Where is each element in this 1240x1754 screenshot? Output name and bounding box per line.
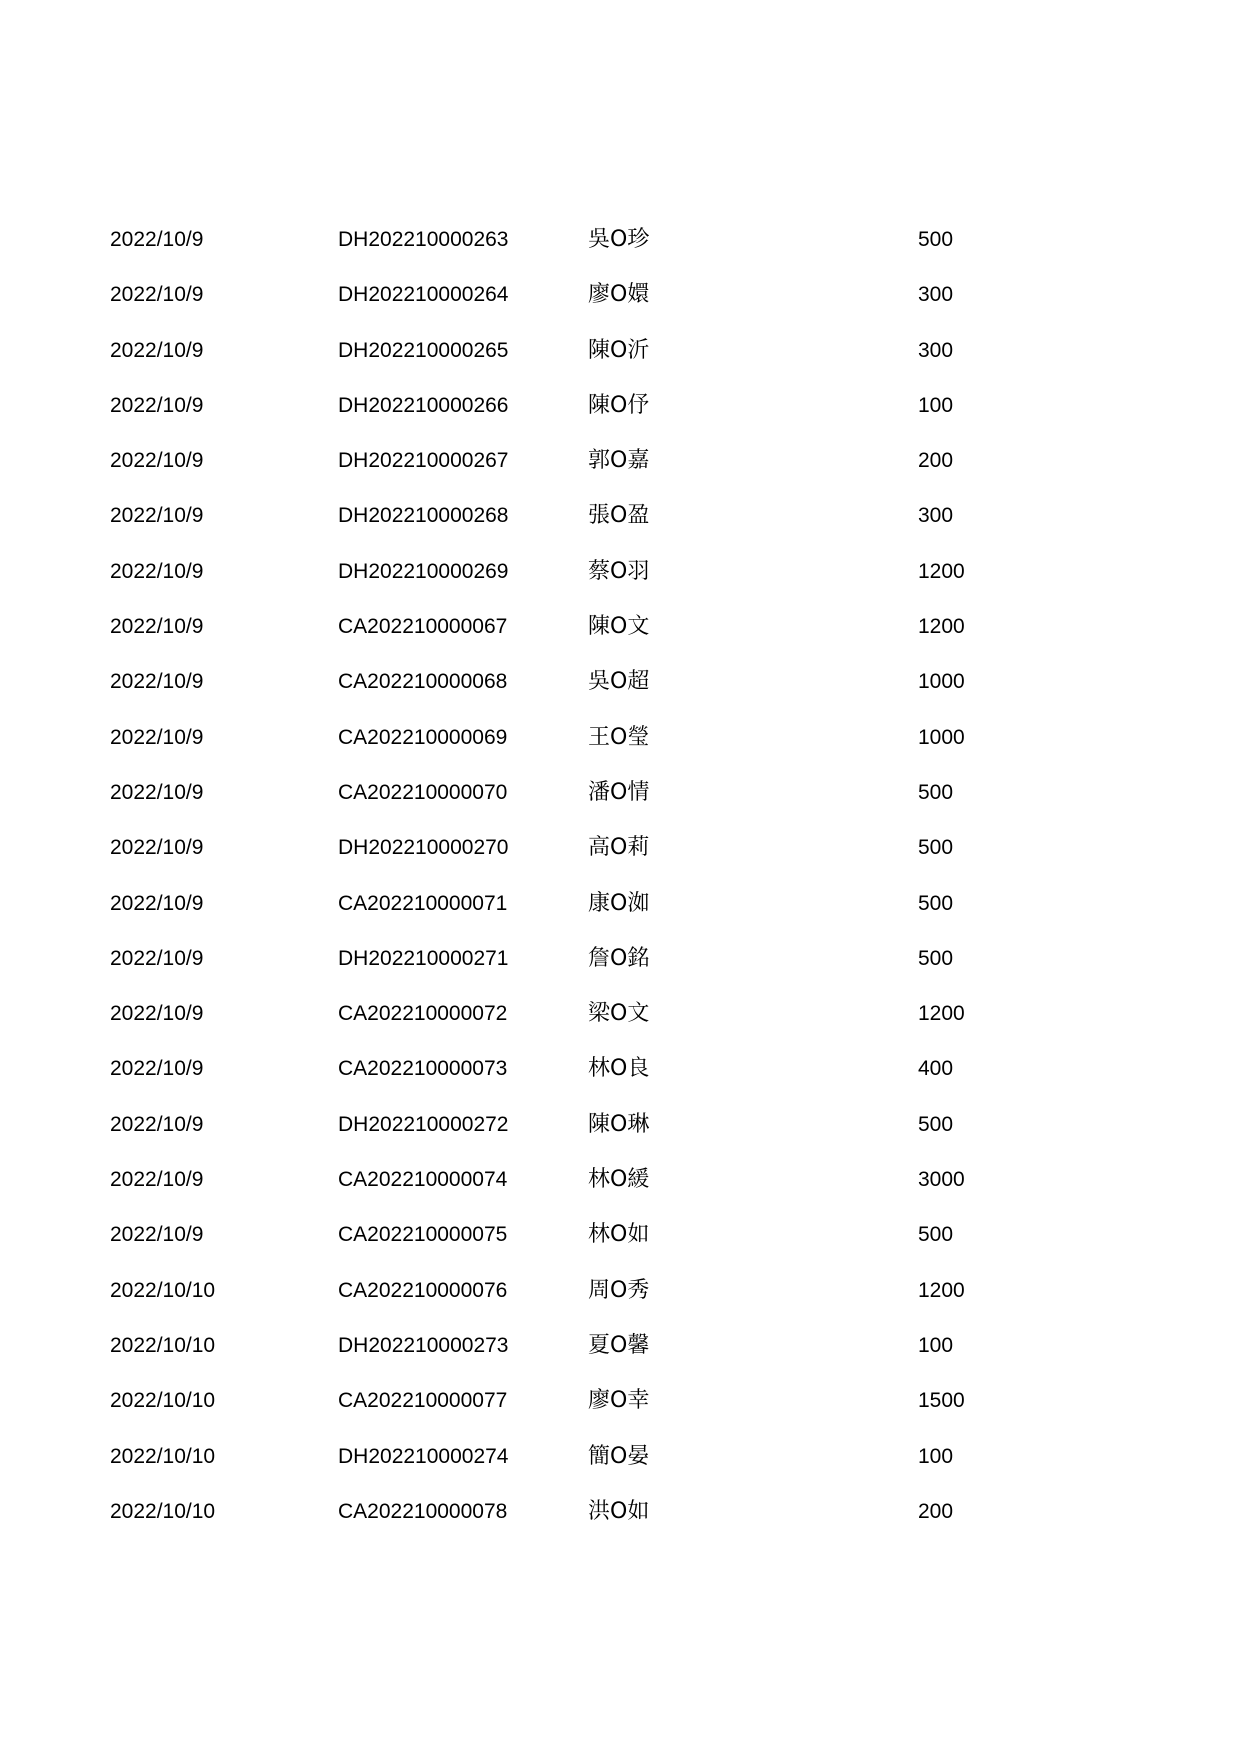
- record-name: 陳O伃: [588, 392, 650, 418]
- record-id: CA202210000074: [338, 1168, 508, 1192]
- record-amount: 400: [918, 1057, 954, 1081]
- table-row: [0, 212, 1240, 267]
- record-id: DH202210000274: [338, 1444, 509, 1468]
- record-id: DH202210000268: [338, 504, 509, 528]
- record-date: 2022/10/9: [110, 891, 204, 915]
- table-row: [0, 654, 1240, 709]
- record-date: 2022/10/9: [110, 670, 204, 694]
- record-name: 梁O文: [588, 1001, 650, 1027]
- table-row: [0, 1263, 1240, 1318]
- record-amount: 1200: [918, 1278, 965, 1302]
- record-name: 蔡O羽: [588, 558, 650, 584]
- record-id: CA202210000076: [338, 1278, 508, 1302]
- record-id: CA202210000073: [338, 1057, 508, 1081]
- record-name: 洪O如: [588, 1498, 650, 1524]
- record-name: 廖O嬛: [588, 282, 650, 308]
- record-name: 潘O情: [588, 779, 650, 805]
- table-row: [0, 820, 1240, 875]
- record-name: 康O洳: [588, 890, 650, 916]
- record-date: 2022/10/9: [110, 1002, 204, 1026]
- record-amount: 1000: [918, 725, 965, 749]
- record-date: 2022/10/9: [110, 836, 204, 860]
- table-row: [0, 710, 1240, 765]
- record-name: 周O秀: [588, 1277, 650, 1303]
- record-amount: 200: [918, 1499, 954, 1523]
- record-name: 林O緩: [588, 1167, 650, 1193]
- record-amount: 200: [918, 449, 954, 473]
- record-date: 2022/10/10: [110, 1499, 216, 1523]
- table-row: [0, 544, 1240, 599]
- record-amount: 500: [918, 1112, 954, 1136]
- record-amount: 500: [918, 1223, 954, 1247]
- record-id: CA202210000071: [338, 891, 508, 915]
- record-id: DH202210000267: [338, 449, 509, 473]
- record-date: 2022/10/9: [110, 780, 204, 804]
- table-row: [0, 1484, 1240, 1539]
- record-amount: 300: [918, 338, 954, 362]
- record-amount: 1200: [918, 615, 965, 639]
- record-name: 高O莉: [588, 835, 650, 861]
- record-id: CA202210000077: [338, 1389, 508, 1413]
- record-name: 簡O晏: [588, 1443, 650, 1469]
- record-name: 吳O珍: [588, 227, 650, 252]
- record-name: 林O良: [588, 1056, 650, 1082]
- record-name: 林O如: [588, 1222, 650, 1248]
- record-name: 張O盈: [588, 503, 650, 529]
- record-date: 2022/10/9: [110, 1223, 204, 1247]
- table-row: [0, 1318, 1240, 1373]
- table-row: [0, 599, 1240, 654]
- record-name: 陳O文: [588, 614, 650, 640]
- record-id: DH202210000271: [338, 946, 509, 970]
- record-id: DH202210000266: [338, 393, 509, 417]
- record-date: 2022/10/9: [110, 1057, 204, 1081]
- record-id: CA202210000075: [338, 1223, 508, 1247]
- record-id: CA202210000078: [338, 1499, 508, 1523]
- record-date: 2022/10/9: [110, 615, 204, 639]
- record-id: DH202210000264: [338, 283, 509, 307]
- record-name: 廖O幸: [588, 1388, 650, 1414]
- record-amount: 1200: [918, 559, 965, 583]
- record-id: CA202210000072: [338, 1002, 508, 1026]
- record-date: 2022/10/10: [110, 1389, 216, 1413]
- record-id: DH202210000270: [338, 836, 509, 860]
- record-id: DH202210000272: [338, 1112, 509, 1136]
- record-amount: 1500: [918, 1389, 965, 1413]
- table-row: [0, 378, 1240, 433]
- record-date: 2022/10/9: [110, 946, 204, 970]
- record-amount: 300: [918, 504, 954, 528]
- record-name: 吳O超: [588, 669, 650, 695]
- table-row: [0, 986, 1240, 1041]
- record-date: 2022/10/9: [110, 1168, 204, 1192]
- table-row: [0, 931, 1240, 986]
- record-amount: 500: [918, 891, 954, 915]
- record-amount: 100: [918, 1444, 954, 1468]
- record-date: 2022/10/9: [110, 725, 204, 749]
- record-id: DH202210000265: [338, 338, 509, 362]
- record-amount: 3000: [918, 1168, 965, 1192]
- record-id: CA202210000070: [338, 780, 508, 804]
- record-amount: 500: [918, 946, 954, 970]
- table-row: [0, 1152, 1240, 1207]
- record-amount: 500: [918, 228, 954, 251]
- record-name: 詹O銘: [588, 945, 650, 971]
- record-id: CA202210000068: [338, 670, 508, 694]
- record-id: DH202210000273: [338, 1333, 509, 1357]
- record-amount: 500: [918, 780, 954, 804]
- record-amount: 1200: [918, 1002, 965, 1026]
- record-id: DH202210000263: [338, 228, 509, 251]
- record-date: 2022/10/9: [110, 504, 204, 528]
- record-amount: 300: [918, 283, 954, 307]
- table-row: [0, 1041, 1240, 1096]
- record-date: 2022/10/9: [110, 559, 204, 583]
- record-name: 陳O琳: [588, 1111, 650, 1137]
- table-row: [0, 765, 1240, 820]
- table-row: [0, 876, 1240, 931]
- record-date: 2022/10/9: [110, 1112, 204, 1136]
- table-row: [0, 267, 1240, 322]
- record-date: 2022/10/10: [110, 1278, 216, 1302]
- table-row: [0, 1373, 1240, 1428]
- record-amount: 100: [918, 393, 954, 417]
- table-row: [0, 433, 1240, 488]
- table-row: [0, 1207, 1240, 1262]
- table-row: [0, 1097, 1240, 1152]
- record-date: 2022/10/9: [110, 449, 204, 473]
- record-date: 2022/10/10: [110, 1333, 216, 1357]
- record-date: 2022/10/9: [110, 393, 204, 417]
- table-row: [0, 488, 1240, 543]
- record-list: [0, 212, 1240, 1539]
- record-id: DH202210000269: [338, 559, 509, 583]
- record-id: CA202210000067: [338, 615, 508, 639]
- record-date: 2022/10/9: [110, 283, 204, 307]
- table-row: [0, 1429, 1240, 1484]
- record-id: CA202210000069: [338, 725, 508, 749]
- record-amount: 1000: [918, 670, 965, 694]
- record-name: 郭O嘉: [588, 448, 650, 474]
- record-date: 2022/10/9: [110, 228, 204, 251]
- table-row: [0, 323, 1240, 378]
- record-name: 陳O沂: [588, 337, 650, 363]
- record-name: 夏O馨: [588, 1332, 650, 1358]
- record-date: 2022/10/9: [110, 338, 204, 362]
- record-name: 王O瑩: [588, 724, 650, 750]
- record-date: 2022/10/10: [110, 1444, 216, 1468]
- record-amount: 500: [918, 836, 954, 860]
- record-amount: 100: [918, 1333, 954, 1357]
